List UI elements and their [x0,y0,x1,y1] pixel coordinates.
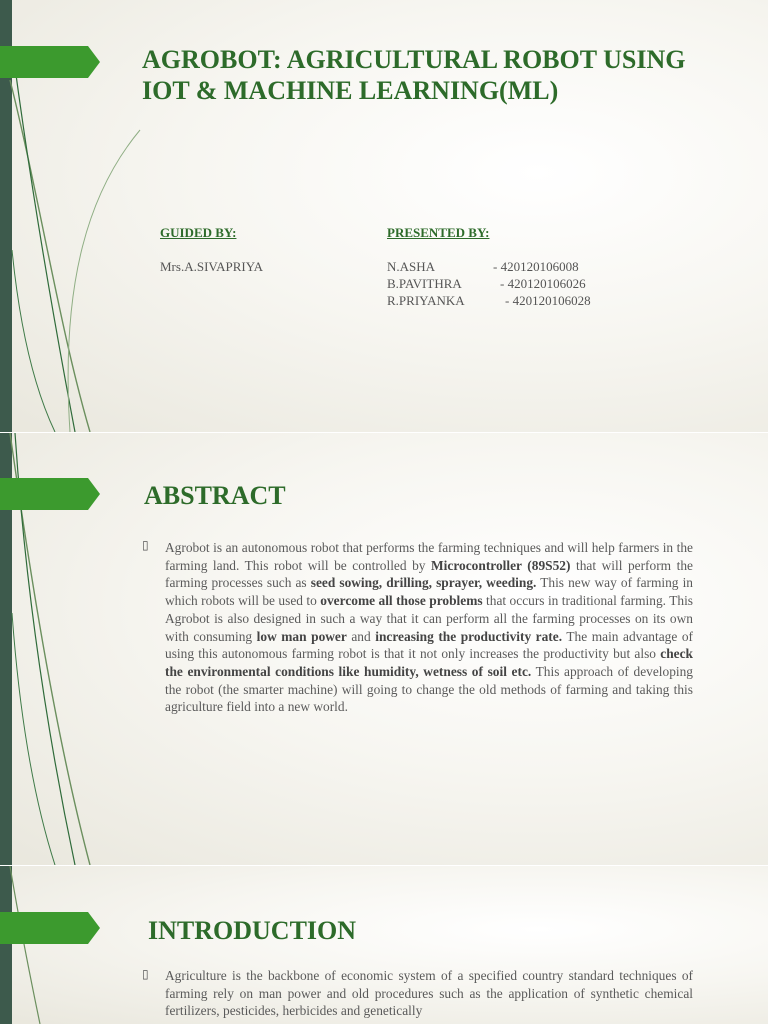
heading-arrow-marker [0,478,100,510]
paragraph-text: that occurs in traditional farming. This Agrobot is also designed in such a way that it can perform all the farming processes on its own with consuming [165,593,694,644]
abstract-heading: ABSTRACT [144,481,286,510]
paragraph-text: Agrobot is an autonomous robot that performs the farming techniques and will help farmers in the farming land. This robot will be controlled by [165,540,693,573]
guide-name: Mrs.A.SIVAPRIYA [160,259,264,274]
emphasis-text: seed sowing, drilling, sprayer, weeding. [310,575,537,591]
emphasis-text: overcome all those problems [320,593,483,609]
paragraph-text: This approach of developing the robot (the smarter machine) will going to change the old methods of farming and taking this agriculture field into a new world. [165,663,693,715]
introduction-heading: INTRODUCTION [148,916,357,945]
presenter-id: - 420120106008 [493,259,579,274]
title-slide [0,0,768,432]
presenter-name: B.PAVITHRA [387,276,462,291]
emphasis-text: check the environmental conditions like humidity, wetness of soil etc. [165,646,693,679]
heading-arrow-marker [0,912,100,944]
presenter-name: R.PRIYANKA [387,293,465,308]
bullet-icon: ▯ [142,967,149,981]
paragraph-text: that will perform the farming processes such as [165,557,693,591]
bullet-icon: ▯ [142,538,149,552]
abstract-paragraph [165,539,693,716]
emphasis-text: low man power [256,628,347,644]
abstract-slide [0,433,768,865]
presented-by-label: PRESENTED BY: [387,225,490,240]
slide-title: AGROBOT: AGRICULTURAL ROBOT USING IOT & MACHINE LEARNING(ML) [142,45,686,105]
paragraph-text: This new way of farming in which robots will be used to [165,575,694,609]
emphasis-text: Microcontroller (89S52) [431,557,571,573]
introduction-slide [0,866,768,1024]
introduction-paragraph: Agriculture is the backbone of economic system of a specified country standard techniques of farming rely on man power and old procedures such as the application of synthetic chemical fertilizers, pesticides, herbicides and genetically [165,968,693,1019]
emphasis-text: increasing the productivity rate. [375,628,563,644]
presenter-name: N.ASHA [387,259,436,274]
presenter-id: - 420120106028 [505,293,591,308]
paragraph-text: and [346,628,376,644]
paragraph-text: The main advantage of using this autonomous farming robot is that it not only increases the productivity but also [165,628,693,662]
title-arrow-marker [0,46,100,78]
guided-by-label: GUIDED BY: [160,225,237,240]
presenter-id: - 420120106026 [500,276,586,291]
